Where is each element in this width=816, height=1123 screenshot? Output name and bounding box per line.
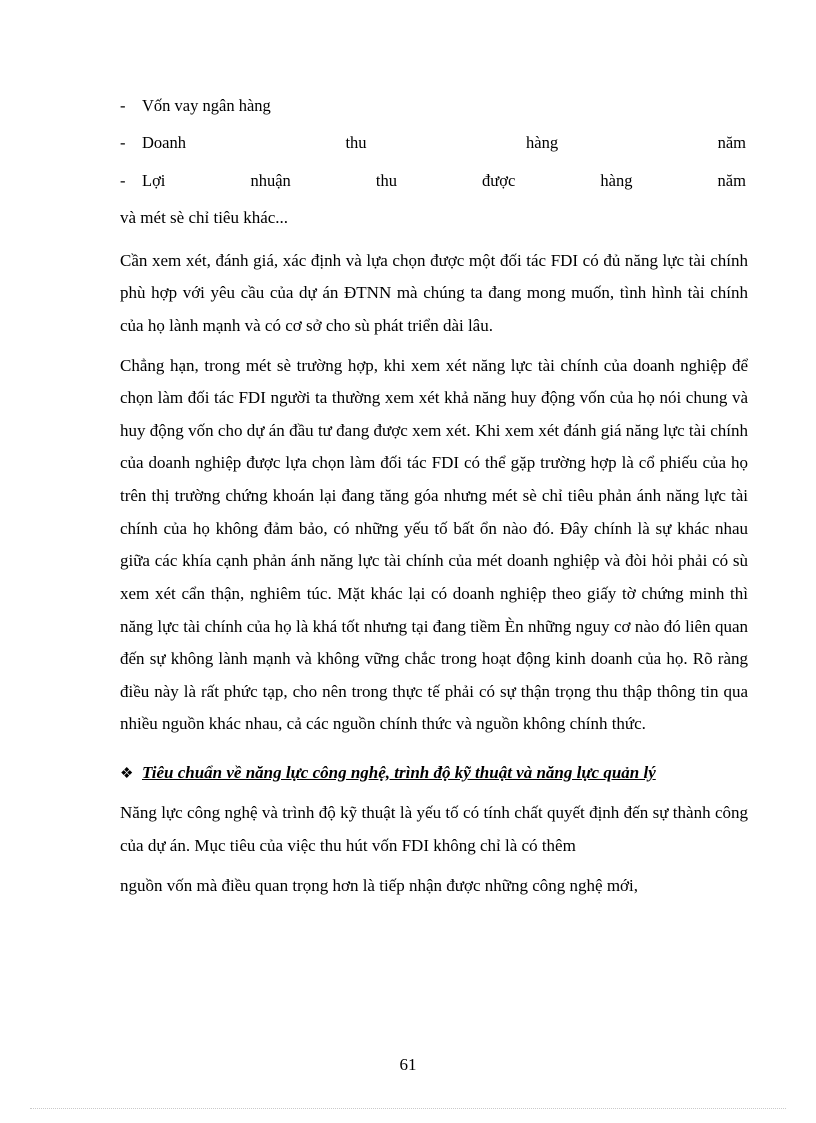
body-paragraph: Chẳng hạn, trong mét sè trường hợp, khi xem xét năng lực tài chính của doanh nghiệp để chọn làm đối tác FDI người ta thường xem xét khả năng huy động vốn của họ nói chung và huy động vốn cho dự án đầu tư đang được xem xét. Khi xem xét đánh giá năng lực tài chính của doanh nghiệp được lựa chọn làm đối tác FDI có thể gặp trường hợp là cổ phiếu của họ trên thị trường chứng khoán lại đang tăng góa nhưng mét sè chỉ tiêu phản ánh năng lực tài chính của họ không đảm bảo, có những yếu tố bất ổn nào đó. Đây chính là sự khác nhau giữa các khía cạnh phản ánh năng lực tài chính của mét doanh nghiệp và đòi hỏi phải có sù xem xét cẩn thận, nghiêm túc. Mặt khác lại có doanh nghiệp theo giấy tờ chứng minh thì năng lực tài chính của họ là khá tốt nhưng tại đang tiềm Èn những nguy cơ nào đó liên quan đến sự không lành mạnh và không vững chắc trong hoạt động kinh doanh của họ. Rõ ràng điều này là rất phức tạp, cho nên trong thực tế phải có sự thận trọng thu thập thông tin qua nhiều nguồn khác nhau, cả các nguồn chính thức và nguồn không chính thức. <box>120 355 748 734</box>
footer-divider <box>30 1108 786 1109</box>
body-paragraph: Cần xem xét, đánh giá, xác định và lựa chọn được một đối tác FDI có đủ năng lực tài chính phù hợp với yêu cầu của dự án ĐTNN mà chúng ta đang mong muốn, tình hình tài chính của họ lành mạnh và có cơ sở cho sù phát triển dài lâu. <box>120 250 748 335</box>
after-bullets-line: và mét sè chỉ tiêu khác... <box>120 208 289 228</box>
bullet-marker: - <box>120 96 126 115</box>
bullet-text <box>142 127 748 158</box>
bullet-word: hàng <box>526 133 559 153</box>
body-paragraph: Năng lực công nghệ và trình độ kỹ thuật là yếu tố có tính chất quyết định đến sự thành công của dự án. Mục tiêu của việc thu hút vốn FDI không chỉ là có thêm <box>120 803 748 855</box>
bullet-word: năm <box>717 133 746 153</box>
bullet-word: được <box>482 170 516 190</box>
bullet-word: năm <box>717 170 746 190</box>
body-paragraph-tail: nguồn vốn mà điều quan trọng hơn là tiếp nhận được những công nghệ mới, <box>120 875 639 895</box>
bullet-text <box>142 165 748 196</box>
section-heading-text: Tiêu chuẩn về năng lực công nghệ, trình độ kỹ thuật và năng lực quản lý <box>142 763 656 783</box>
page-number: 61 <box>399 1055 417 1074</box>
bullet-word: hàng <box>600 170 633 190</box>
diamond-bullet-icon: ❖ <box>120 766 134 783</box>
bullet-word: Doanh <box>142 133 186 153</box>
bullet-text: Vốn vay ngân hàng <box>142 96 271 115</box>
bullet-word: Lợi <box>142 170 166 190</box>
bullet-word: thu <box>345 133 367 153</box>
bullet-marker: - <box>120 170 126 190</box>
bullet-word: thu <box>375 170 397 190</box>
section-heading <box>120 757 748 789</box>
page-content <box>120 90 748 909</box>
list-item <box>120 90 748 121</box>
bullet-word: nhuận <box>250 170 291 190</box>
list-item <box>120 165 748 196</box>
list-item <box>120 127 748 158</box>
bullet-marker: - <box>120 133 126 153</box>
